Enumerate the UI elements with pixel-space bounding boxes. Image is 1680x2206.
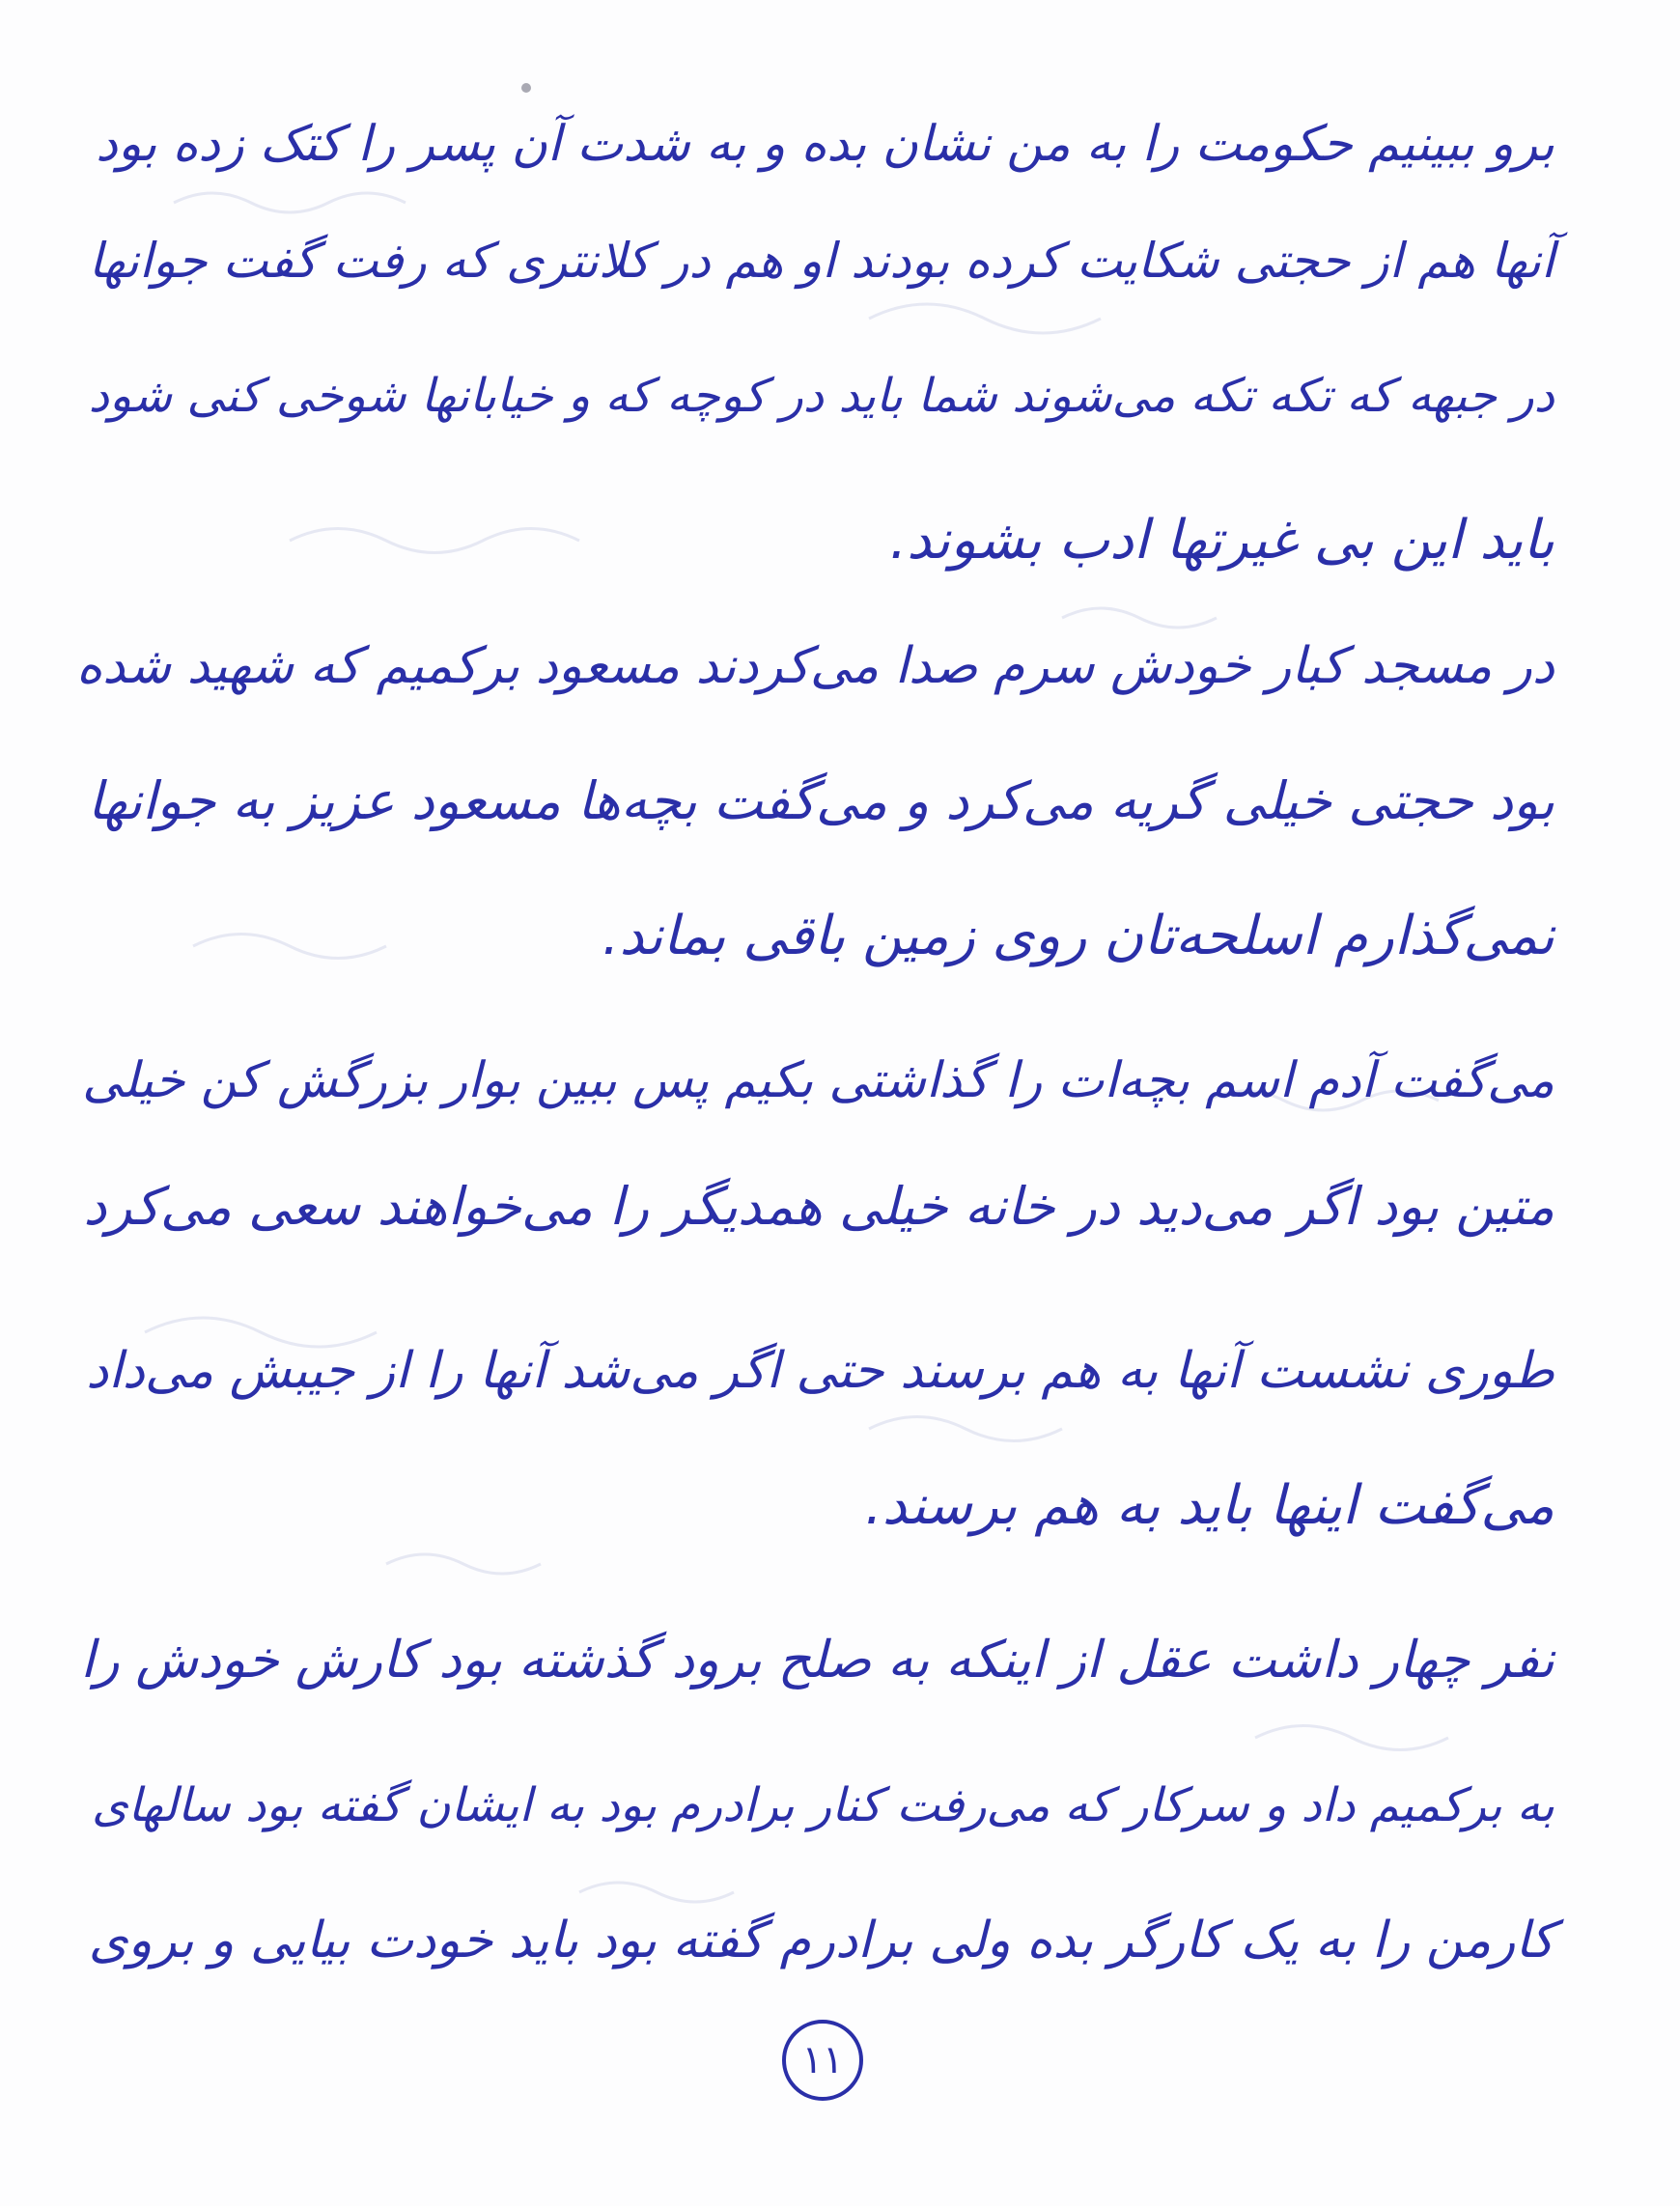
text-line: به برکمیم داد و سرکار که می‌رفت کنار برادرم بود به ایشان گفته بود سالهای [91,1778,1554,1832]
text-line: متین بود اگر می‌دید در خانه خیلی همدیگر را می‌خواهند سعی می‌کرد [83,1176,1554,1237]
text-line: آنها هم از حجتی شکایت کرده بودند او هم در کلانتری که رفت گفت جوانها [88,233,1554,289]
text-line: در مسجد کبار خودش سرم صدا می‌کردند مسعود برکمیم که شهید شده [75,637,1554,695]
text-line: نفر چهار داشت عقل از اینکه به صلح برود گذشته بود کارش خودش را [80,1631,1554,1689]
text-line: بود حجتی خیلی گریه می‌کرد و می‌گفت بچه‌ها مسعود عزیز به جوانها [87,770,1554,831]
text-line: برو ببینیم حکومت را به من نشان بده و به شدت آن پسر را کتک زده بود [96,116,1554,173]
text-line: طوری نشست آنها به هم برسند حتی اگر می‌شد آنها را از جیبش می‌داد [86,1342,1554,1400]
handwritten-text [68,0,1554,1989]
text-line: نمی‌گذارم اسلحه‌تان روی زمین باقی بماند. [602,905,1554,967]
text-line: می‌گفت اینها باید به هم برسند. [864,1474,1554,1537]
text-line: کارمن را به یک کارگر بده ولی برادرم گفته بود باید خودت بیایی و بروی [88,1912,1554,1969]
text-line: باید این بی غیرتها ادب بشوند. [889,509,1554,572]
text-line: می‌گفت آدم اسم بچه‌ات را گذاشتی بکیم پس ببین بوار بزرگش کن خیلی [82,1052,1554,1109]
page-number: ۱۱ [782,2020,863,2101]
text-line: در جبهه که تکه تکه می‌شوند شما باید در کوچه که و خیابانها شوخی کنی شود [88,369,1554,423]
